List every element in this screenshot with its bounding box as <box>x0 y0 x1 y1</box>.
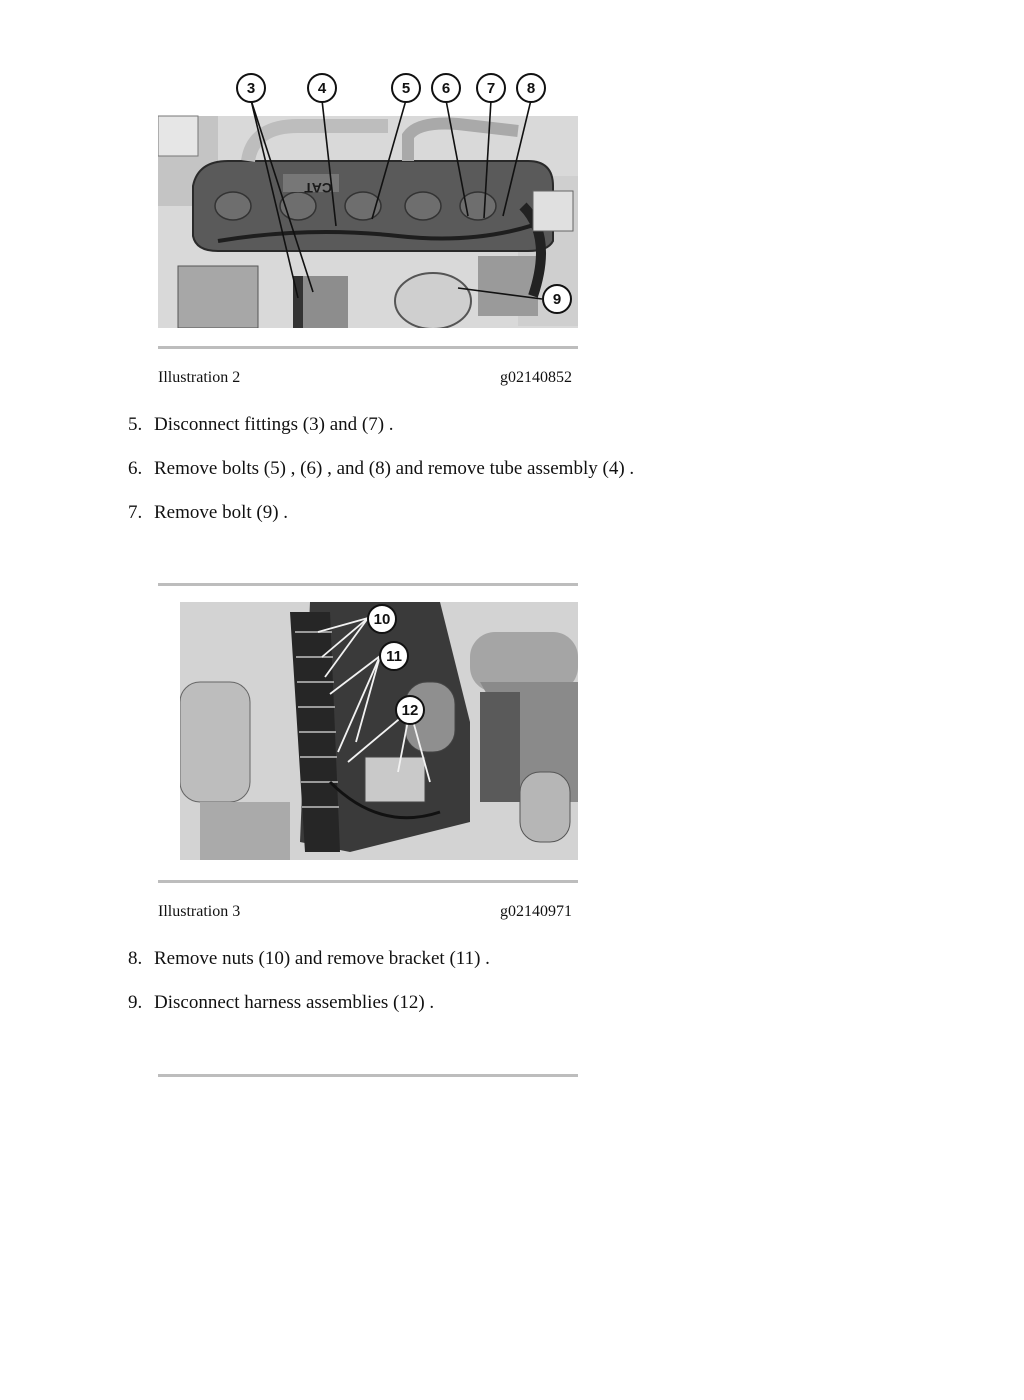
step-text: Disconnect fittings (3) and (7) . <box>154 414 394 435</box>
callout-label: 7 <box>486 80 496 97</box>
engine-logo: CAT <box>304 180 332 196</box>
step-number: 5. <box>128 414 143 435</box>
callout-label: 12 <box>401 702 419 719</box>
illustration-2-image <box>158 66 578 328</box>
illustration-3-image <box>180 602 578 860</box>
step-7 <box>128 502 288 524</box>
step-text: Disconnect harness assemblies (12) . <box>154 992 435 1013</box>
divider <box>158 346 578 349</box>
step-number: 6. <box>128 458 143 479</box>
step-6 <box>128 458 634 480</box>
callout-label: 4 <box>317 80 327 97</box>
illustration-2-code: g02140852 <box>500 369 572 386</box>
step-number: 8. <box>128 948 143 969</box>
callout-label: 10 <box>373 611 391 628</box>
step-9 <box>128 992 434 1014</box>
callout-label: 8 <box>526 80 536 97</box>
illustration-2-caption: Illustration 2 <box>158 369 241 386</box>
step-number: 7. <box>128 502 143 523</box>
illustration-3-code: g02140971 <box>500 903 572 920</box>
divider <box>158 880 578 883</box>
step-number: 9. <box>128 992 143 1013</box>
step-5 <box>128 414 394 436</box>
step-8 <box>128 948 490 970</box>
divider <box>158 1074 578 1077</box>
callout-label: 6 <box>441 80 451 97</box>
callout-label: 11 <box>386 648 402 665</box>
divider <box>158 583 578 586</box>
callout-label: 3 <box>246 80 256 97</box>
step-text: Remove nuts (10) and remove bracket (11) . <box>154 948 490 969</box>
illustration-3-caption: Illustration 3 <box>158 903 241 920</box>
callout-label: 9 <box>552 291 562 308</box>
callout-label: 5 <box>401 80 411 97</box>
step-text: Remove bolts (5) , (6) , and (8) and remove tube assembly (4) . <box>154 458 635 479</box>
step-text: Remove bolt (9) . <box>154 502 289 523</box>
